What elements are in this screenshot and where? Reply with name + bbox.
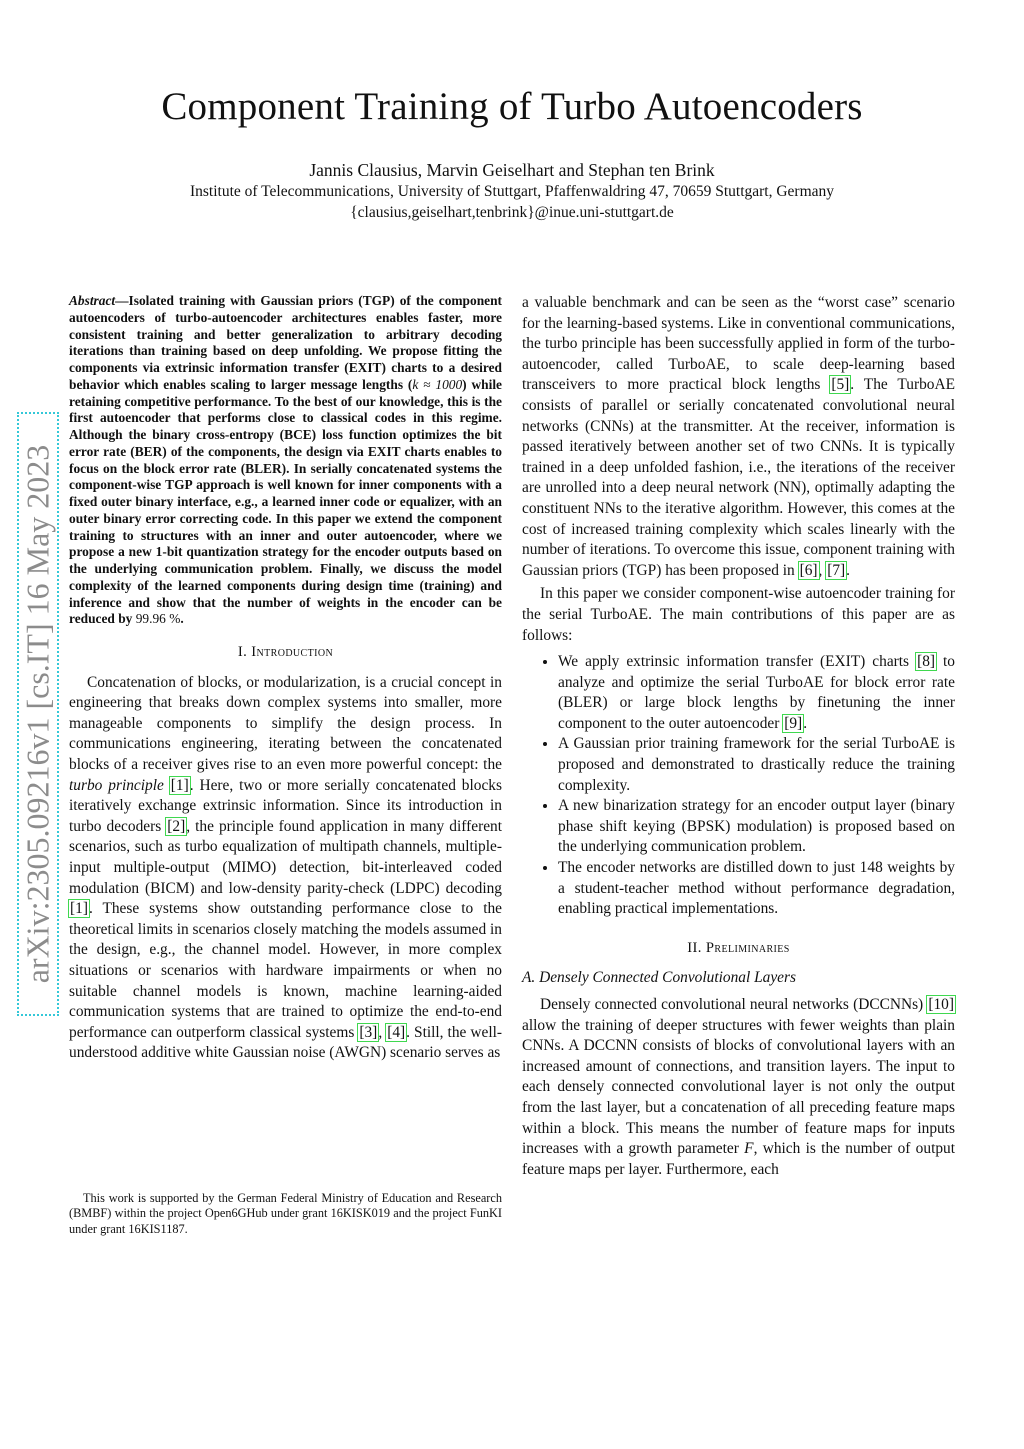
math-variable-f: F [744,1140,754,1158]
body-text: a valuable benchmark and can be seen as the “worst case” scenario for the learning-based systems. Like in conventional communications, the turbo principle has been successfully applied in form of the turbo-autoencoder, called TurboAE, to scale deep-learning based transceivers to more practical block lengths [522,294,955,394]
list-item: • A new binarization strategy for an encoder output layer (binary phase shift keying (BPSK) modulation) is proposed based on the underlying communication problem. [558,796,955,858]
turbo-principle-term: turbo principle [69,776,164,794]
citation-link[interactable]: [9] [784,714,803,732]
left-column [69,293,502,1064]
author-list: Jannis Clausius, Marvin Geiselhart and Stephan ten Brink [309,160,715,180]
intro-text: . Still, the well-understood additive white Gaussian noise (AWGN) scenario serves as [69,1023,502,1062]
list-item: • The encoder networks are distilled down to just 148 weights by a student-teacher method without performance degradation, enabling practical implementations. [558,858,955,920]
list-text: to analyze and optimize the serial TurboAE for block error rate (BLER) or large block lengths by finetuning the inner component to the outer autoencoder [558,653,955,732]
citation-link[interactable]: [2] [167,817,186,835]
intro-text: , the principle found application in many different scenarios, such as turbo equalization of multipath channels, multiple-input multiple-output (MIMO) detection, bit-interleaved coded modulation (BICM) and low-density parity-check (LDPC) decoding [69,817,502,897]
intro-text [164,777,170,794]
citation-link[interactable]: [1] [70,900,88,918]
arxiv-identifier[interactable]: arXiv:2305.09216v1 [cs.IT] 16 May 2023 [19,444,56,984]
abstract-lead: Abstract [69,293,116,308]
citation-link[interactable]: [8] [917,653,936,671]
abstract-end: . [180,611,184,627]
intro-text: , [378,1023,387,1041]
abstract-math-k: k ≈ 1000 [412,376,463,392]
intro-text: . Here, two or more serially concatenated blocks iteratively exchange extrinsic information. Since its introduction in turbo decoders [69,776,502,835]
list-item: • A Gaussian prior training framework for the serial TurboAE is proposed and demonstrated to drastically reduce the training complexity. [558,734,955,796]
abstract [69,293,502,628]
body-text: , [818,561,827,579]
abstract-text-2: ) while retaining competitive performance. To the best of our knowledge, this is the first autoencoder that performs close to classical codes in this regime. Although the binary cross-entropy (BCE) loss function optimizes the bit error rate (BER) of the components, the design via EXIT charts enables to focus on the block error rate (BLER). In serially concatenated systems the component-wise TGP approach is well known for inner components with a fixed outer binary interface, e.g., a learned inner code or equalizer, with an outer binary error correcting code. In this paper we extend the component training to structures with an inner and outer autoencoder, where we propose a new 1-bit quantization strategy for the encoder outputs based on the underlying communication problem. Finally, we discuss the model complexity of the learned components during design time (training) and inference and show that the number of weights in the encoder can be reduced by [69,376,502,627]
section-heading-introduction: I. Introduction [237,644,334,660]
intro-text: Concatenation of blocks, or modularization, is a crucial concept in engineering that breaks down complex systems into smaller, more manageable components to simplify the design process. In communications engineering, iterating between the concatenated blocks of a receiver gives rise to an even more powerful concept: the [69,673,502,773]
body-text: , which is the number of output feature maps per layer. Furthermore, each [522,1140,956,1178]
section-heading-preliminaries: II. Preliminaries [687,939,790,956]
list-item [558,652,955,734]
body-text: Densely connected convolutional neural networks (DCCNNs) [540,996,928,1013]
body-text: . [846,561,851,579]
citation-link[interactable]: [1] [170,776,189,794]
citation-link[interactable]: [3] [359,1023,378,1041]
citation-link[interactable]: [6] [799,561,818,579]
body-paragraph [522,995,955,1180]
intro-paragraph [69,673,502,1064]
list-text: . [803,714,808,732]
subsection-heading: A. Densely Connected Convolutional Layers [522,969,796,987]
author-emails: {clausius,geiselhart,tenbrink}@inue.uni-stuttgart.de [350,204,674,221]
paper-title: Component Training of Turbo Autoencoders [161,85,863,128]
body-text: allow the training of deeper structures with fewer weights than plain CNNs. A DCCNN consists of blocks of convolutional layers with an increased amount of connections, and transition layers. The input to each densely connected convolutional layer is not only the output from the last layer, but a concatenation of all preceding feature maps within a block. This means the number of feature maps for inputs increases with a growth parameter [522,1016,955,1158]
citation-link[interactable]: [4] [387,1023,406,1041]
contributions-list [522,652,955,920]
funding-footnote: This work is supported by the German Federal Ministry of Education and Research (BMBF) within the project Open6GHub under grant 16KISK019 and the project FunKI under grant 16KIS1187. [69,1191,502,1236]
body-text: . The TurboAE consists of parallel or serially concatenated convolutional neural networks (CNNs) at the transmitter. At the receiver, information is passed iteratively between another set of two CNNs. It is typically trained in a deep unfolded fashion, i.e., the iterations of the receiver are unrolled into a deep neural network (NN), optimally adapting the constituent NNs to the iterative algorithm. However, this comes at the cost of increased training complexity which scales linearly with the number of iterations. To overcome this issue, component training with Gaussian priors (TGP) has been proposed in [522,376,955,579]
citation-link[interactable]: [10] [928,996,954,1013]
affiliation: Institute of Telecommunications, University of Stuttgart, Pfaffenwaldring 47, 70659 Stuttgart, Germany [189,183,835,200]
body-paragraph [522,293,955,581]
list-text: We apply extrinsic information transfer (EXIT) charts [558,653,917,671]
citation-link[interactable]: [5] [831,376,850,394]
citation-link[interactable]: [7] [827,561,846,579]
abstract-text-1: —Isolated training with Gaussian priors (TGP) of the component autoencoders of turbo-autoencoder architectures enables faster, more consistent training and better generalization to arbitrary decoding iterations than training based on deep unfolding. We propose fitting the components via extrinsic information transfer (EXIT) charts to a desired behavior which enables scaling to larger message lengths ( [69,293,502,392]
intro-text: . These systems show outstanding performance close to the theoretical limits in scenarios closely matching the models assumed in the design, e.g., the channel model. However, in more complex situations or scenarios with hardware impairments or when no suitable channel models is known, machine learning-aided communication systems that are trained to optimize the end-to-end performance can outperform classical systems [69,900,502,1041]
abstract-math-percent: 99.96 % [135,611,181,627]
body-paragraph: In this paper we consider component-wise autoencoder training for the serial TurboAE. The main contributions of this paper are as follows: [522,585,955,644]
right-column [522,293,955,1180]
